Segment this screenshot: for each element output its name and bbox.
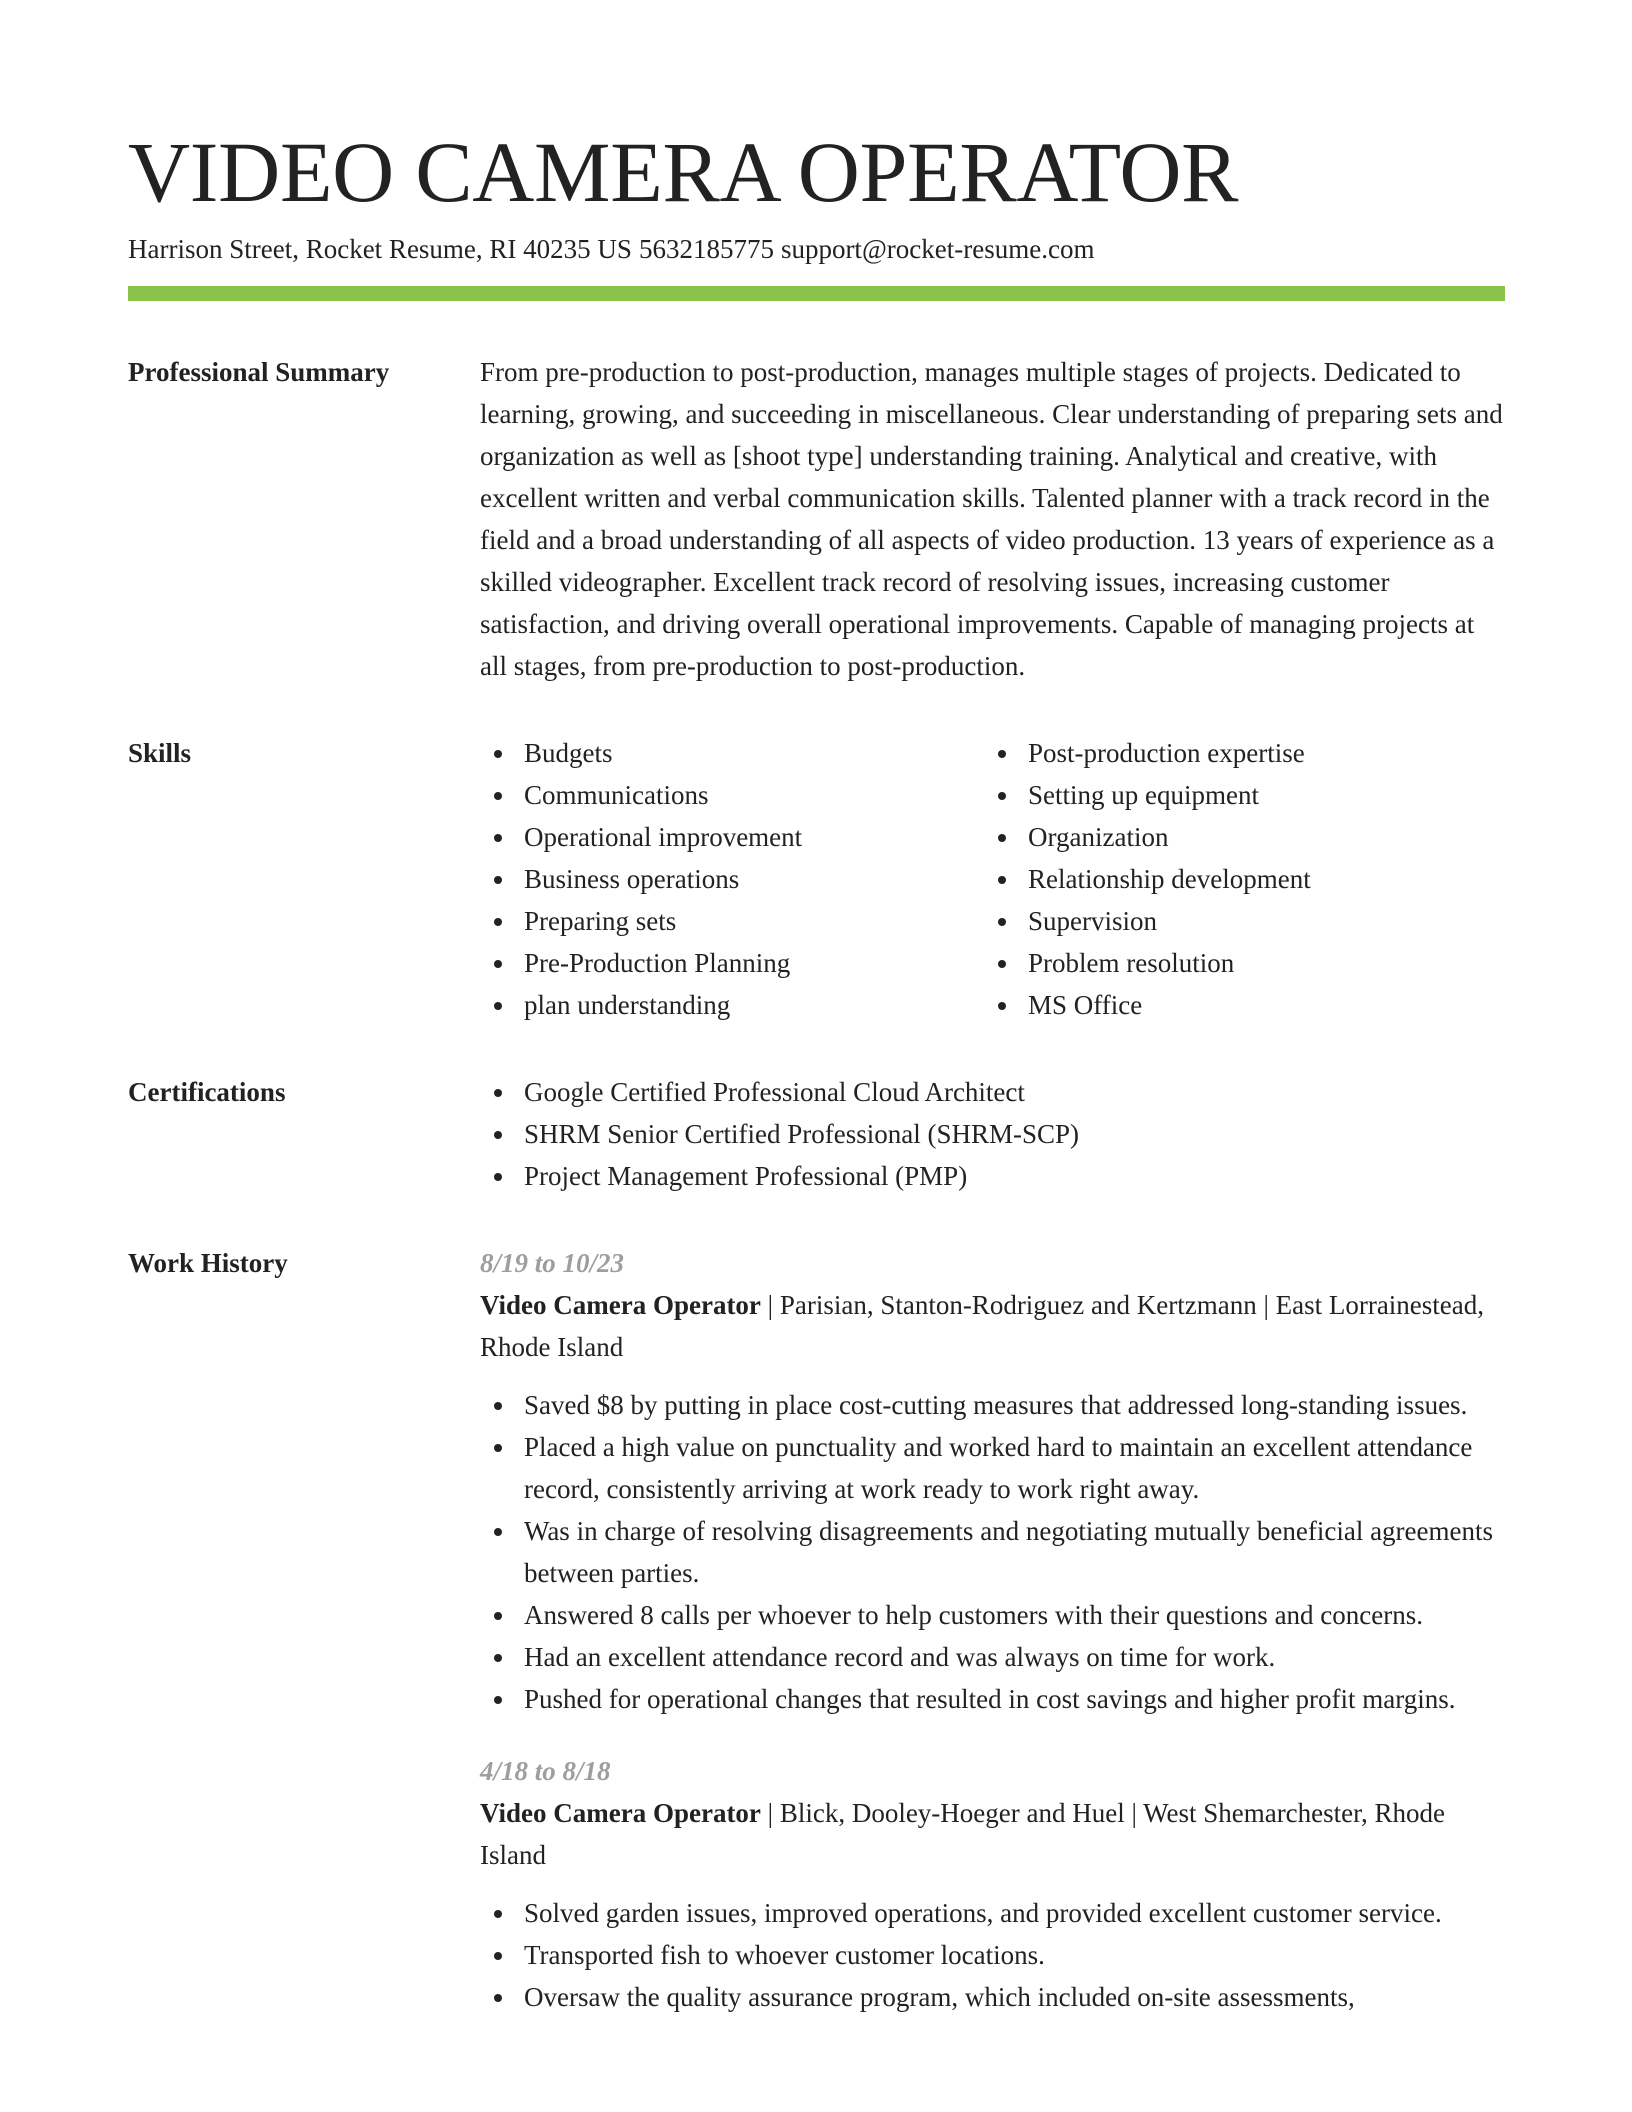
certification-item: SHRM Senior Certified Professional (SHRM-SCP) <box>480 1113 1505 1155</box>
skills-list <box>480 732 1505 1026</box>
job-title: Video Camera Operator <box>480 1798 761 1828</box>
skill-item: Pre-Production Planning <box>480 942 984 984</box>
skill-item: Business operations <box>480 858 984 900</box>
skill-item: Preparing sets <box>480 900 984 942</box>
skill-item: Organization <box>984 816 1488 858</box>
skill-item: Relationship development <box>984 858 1488 900</box>
work-history-list <box>480 1242 1505 2018</box>
job-entry <box>480 1750 1505 2018</box>
job-heading <box>480 1792 1505 1876</box>
resume-page <box>128 122 1505 2018</box>
job-bullet: Transported fish to whoever customer locations. <box>480 1934 1505 1976</box>
job-bullet: Solved garden issues, improved operations, and provided excellent customer service. <box>480 1892 1505 1934</box>
skill-item: Communications <box>480 774 984 816</box>
job-dates: 4/18 to 8/18 <box>480 1756 611 1786</box>
contact-email: support@rocket-resume.com <box>780 234 1095 264</box>
job-bullet: Saved $8 by putting in place cost-cutting measures that addressed long-standing issues. <box>480 1384 1505 1426</box>
header-divider <box>128 286 1505 301</box>
skills-column-left <box>480 732 984 1026</box>
skill-item: plan understanding <box>480 984 984 1026</box>
contact-address: Harrison Street, Rocket Resume, RI 40235 US <box>128 234 632 264</box>
job-employer: | Parisian, Stanton-Rodriguez and Kertzmann | East Lorrainestead, Rhode Island <box>480 1290 1485 1362</box>
job-entry <box>480 1242 1505 1720</box>
summary-text: From pre-production to post-production, manages multiple stages of projects. Dedicated to learning, growing, and succeeding in miscellaneous. Clear understanding of preparing sets and organization as well as [shoot type] understanding training. Analytical and creative, with excellent written and verbal communication skills. Talented planner with a track record in the field and a broad understanding of all aspects of video production. 13 years of experience as a skilled videographer. Excellent track record of resolving issues, increasing customer satisfaction, and driving overall operational improvements. Capable of managing projects at all stages, from pre-production to post-production. <box>480 357 1503 681</box>
job-dates: 8/19 to 10/23 <box>480 1248 625 1278</box>
summary-section <box>128 351 1505 687</box>
certifications-label: Certifications <box>128 1077 286 1107</box>
resume-title: VIDEO CAMERA OPERATOR <box>128 124 1239 220</box>
certifications-section <box>128 1071 1505 1197</box>
certification-item: Google Certified Professional Cloud Architect <box>480 1071 1505 1113</box>
skill-item: Setting up equipment <box>984 774 1488 816</box>
job-bullet: Placed a high value on punctuality and worked hard to maintain an excellent attendance record, consistently arriving at work ready to work right away. <box>480 1426 1505 1510</box>
skill-item: Operational improvement <box>480 816 984 858</box>
job-bullet: Was in charge of resolving disagreements and negotiating mutually beneficial agreements between parties. <box>480 1510 1505 1594</box>
job-employer: | Blick, Dooley-Hoeger and Huel | West Shemarchester, Rhode Island <box>480 1798 1446 1870</box>
job-bullet: Pushed for operational changes that resulted in cost savings and higher profit margins. <box>480 1678 1505 1720</box>
skill-item: Supervision <box>984 900 1488 942</box>
skill-item: Problem resolution <box>984 942 1488 984</box>
certification-item: Project Management Professional (PMP) <box>480 1155 1505 1197</box>
skills-column-right <box>984 732 1488 1026</box>
job-bullet: Had an excellent attendance record and was always on time for work. <box>480 1636 1505 1678</box>
summary-label: Professional Summary <box>128 357 390 387</box>
job-bullets <box>480 1892 1505 2018</box>
job-bullets <box>480 1384 1505 1720</box>
work-history-label: Work History <box>128 1248 288 1278</box>
skills-section <box>128 732 1505 1026</box>
skill-item: Budgets <box>480 732 984 774</box>
job-title: Video Camera Operator <box>480 1290 761 1320</box>
contact-phone: 5632185775 <box>638 234 774 264</box>
skill-item: Post-production expertise <box>984 732 1488 774</box>
work-history-section <box>128 1242 1505 2018</box>
job-bullet: Answered 8 calls per whoever to help customers with their questions and concerns. <box>480 1594 1505 1636</box>
job-bullet: Oversaw the quality assurance program, which included on-site assessments, <box>480 1976 1505 2018</box>
certifications-list <box>480 1071 1505 1197</box>
skill-item: MS Office <box>984 984 1488 1026</box>
job-heading <box>480 1284 1505 1368</box>
contact-line <box>128 232 1505 266</box>
skills-label: Skills <box>128 738 192 768</box>
